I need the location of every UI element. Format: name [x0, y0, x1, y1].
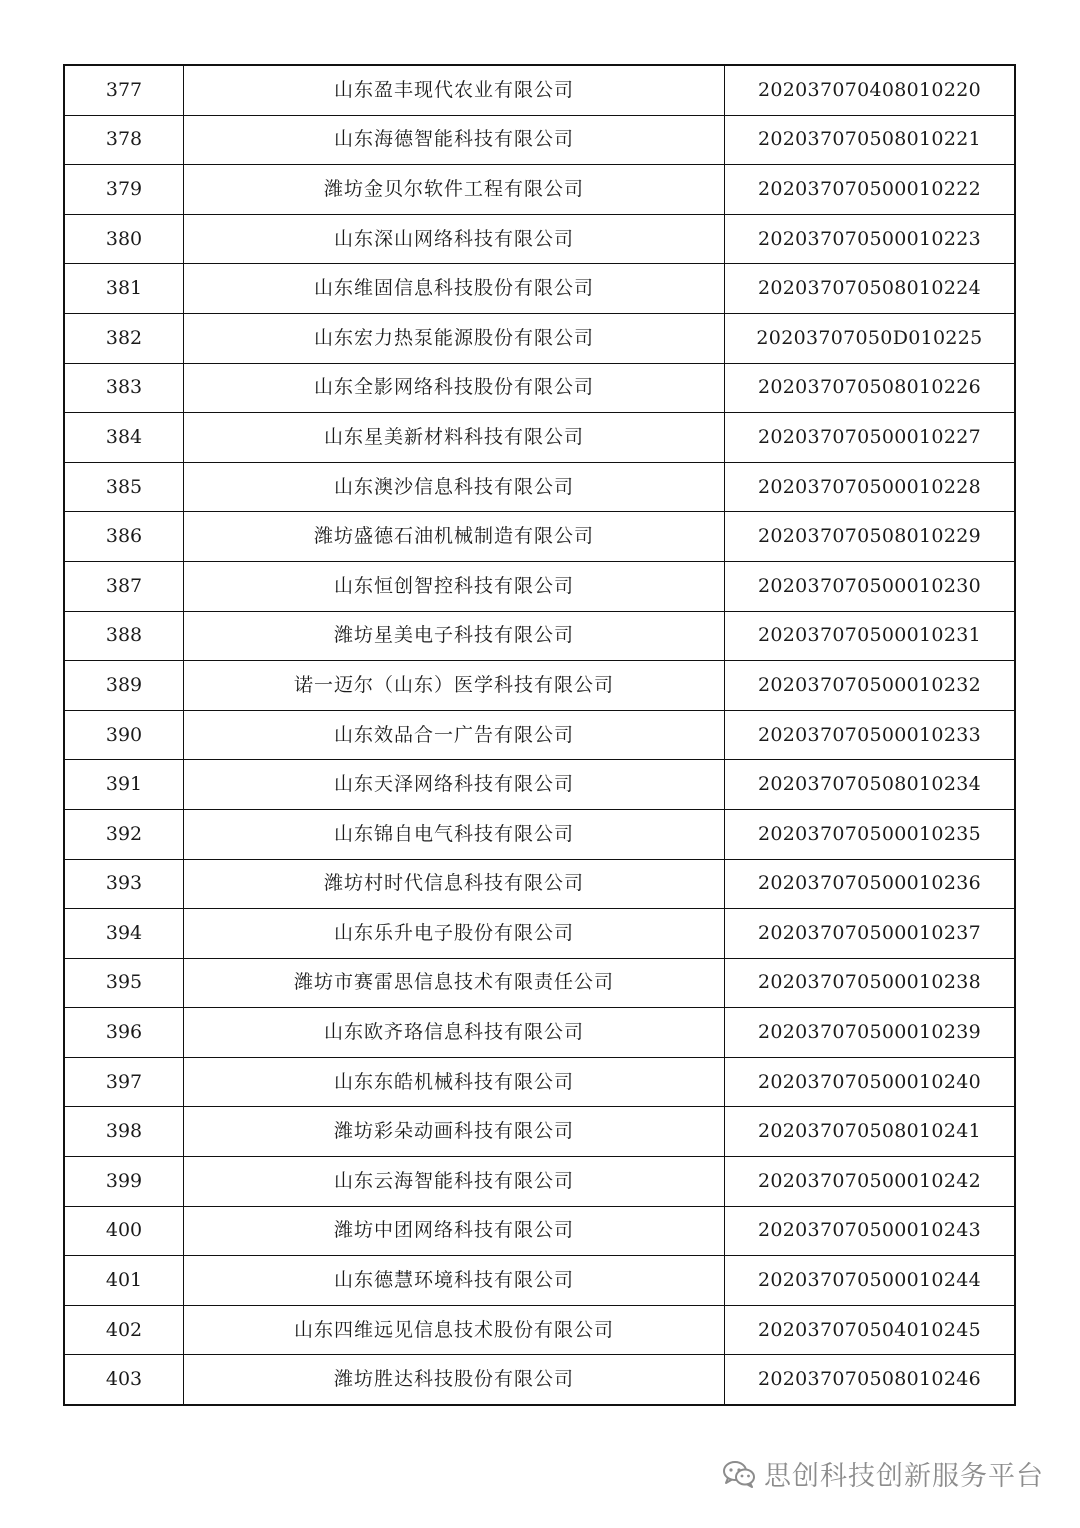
row-number-cell: 383 [64, 363, 184, 413]
company-name-cell: 山东深山网络科技有限公司 [184, 214, 725, 264]
table-row [64, 958, 1015, 1008]
watermark-text: 思创科技创新服务平台 [764, 1461, 1044, 1492]
table-row [64, 214, 1015, 264]
company-name-cell: 潍坊盛德石油机械制造有限公司 [184, 512, 725, 562]
company-name-cell: 山东恒创智控科技有限公司 [184, 561, 725, 611]
row-number-cell: 390 [64, 710, 184, 760]
registration-code-cell: 202037070500010231 [725, 611, 1016, 661]
company-registry-table [63, 64, 1016, 1406]
registration-code-cell: 20203707050D010225 [725, 313, 1016, 363]
table-row [64, 1256, 1015, 1306]
registration-code-cell: 202037070508010229 [725, 512, 1016, 562]
company-name-cell: 山东四维远见信息技术股份有限公司 [184, 1305, 725, 1355]
registration-code-cell: 202037070500010228 [725, 462, 1016, 512]
registration-code-cell: 202037070500010244 [725, 1256, 1016, 1306]
table-row [64, 462, 1015, 512]
company-name-cell: 山东欧齐珞信息科技有限公司 [184, 1008, 725, 1058]
watermark [722, 1454, 1044, 1493]
row-number-cell: 400 [64, 1206, 184, 1256]
registration-code-cell: 202037070500010239 [725, 1008, 1016, 1058]
company-name-cell: 山东云海智能科技有限公司 [184, 1157, 725, 1207]
table-row [64, 65, 1015, 115]
registration-code-cell: 202037070500010232 [725, 661, 1016, 711]
company-name-cell: 山东全影网络科技股份有限公司 [184, 363, 725, 413]
table-row [64, 115, 1015, 165]
wechat-icon [722, 1460, 756, 1488]
registration-code-cell: 202037070508010241 [725, 1107, 1016, 1157]
table-row [64, 710, 1015, 760]
registration-code-cell: 202037070508010234 [725, 760, 1016, 810]
table-row [64, 1057, 1015, 1107]
table-row [64, 760, 1015, 810]
row-number-cell: 388 [64, 611, 184, 661]
table-row [64, 859, 1015, 909]
table-row [64, 1206, 1015, 1256]
company-name-cell: 诺一迈尔（山东）医学科技有限公司 [184, 661, 725, 711]
row-number-cell: 378 [64, 115, 184, 165]
table-row [64, 661, 1015, 711]
company-name-cell: 潍坊村时代信息科技有限公司 [184, 859, 725, 909]
table-row [64, 264, 1015, 314]
row-number-cell: 399 [64, 1157, 184, 1207]
registration-code-cell: 202037070500010223 [725, 214, 1016, 264]
row-number-cell: 386 [64, 512, 184, 562]
company-name-cell: 山东锦自电气科技有限公司 [184, 809, 725, 859]
row-number-cell: 382 [64, 313, 184, 363]
table-row [64, 809, 1015, 859]
company-name-cell: 潍坊金贝尔软件工程有限公司 [184, 165, 725, 215]
row-number-cell: 394 [64, 909, 184, 959]
registration-code-cell: 202037070500010236 [725, 859, 1016, 909]
company-name-cell: 山东德慧环境科技有限公司 [184, 1256, 725, 1306]
company-name-cell: 山东天泽网络科技有限公司 [184, 760, 725, 810]
row-number-cell: 381 [64, 264, 184, 314]
registration-code-cell: 202037070500010235 [725, 809, 1016, 859]
table-row [64, 512, 1015, 562]
table-row [64, 1107, 1015, 1157]
row-number-cell: 389 [64, 661, 184, 711]
registration-code-cell: 202037070508010226 [725, 363, 1016, 413]
table-row [64, 165, 1015, 215]
registration-code-cell: 202037070508010224 [725, 264, 1016, 314]
company-name-cell: 山东星美新材料科技有限公司 [184, 413, 725, 463]
row-number-cell: 387 [64, 561, 184, 611]
table-row [64, 611, 1015, 661]
row-number-cell: 392 [64, 809, 184, 859]
table-row [64, 313, 1015, 363]
table-row [64, 561, 1015, 611]
company-name-cell: 潍坊中团网络科技有限公司 [184, 1206, 725, 1256]
registration-code-cell: 202037070500010240 [725, 1057, 1016, 1107]
registration-code-cell: 202037070500010233 [725, 710, 1016, 760]
table-row [64, 363, 1015, 413]
row-number-cell: 377 [64, 65, 184, 115]
row-number-cell: 397 [64, 1057, 184, 1107]
company-name-cell: 潍坊彩朵动画科技有限公司 [184, 1107, 725, 1157]
row-number-cell: 403 [64, 1355, 184, 1405]
row-number-cell: 396 [64, 1008, 184, 1058]
document-page [63, 64, 1014, 1406]
table-row [64, 1355, 1015, 1405]
row-number-cell: 384 [64, 413, 184, 463]
row-number-cell: 379 [64, 165, 184, 215]
company-name-cell: 潍坊星美电子科技有限公司 [184, 611, 725, 661]
company-name-cell: 山东海德智能科技有限公司 [184, 115, 725, 165]
company-name-cell: 山东盈丰现代农业有限公司 [184, 65, 725, 115]
company-name-cell: 山东乐升电子股份有限公司 [184, 909, 725, 959]
table-row [64, 1305, 1015, 1355]
registration-code-cell: 202037070500010243 [725, 1206, 1016, 1256]
registration-code-cell: 202037070500010230 [725, 561, 1016, 611]
row-number-cell: 385 [64, 462, 184, 512]
registration-code-cell: 202037070500010227 [725, 413, 1016, 463]
registration-code-cell: 202037070508010246 [725, 1355, 1016, 1405]
company-name-cell: 山东宏力热泵能源股份有限公司 [184, 313, 725, 363]
company-name-cell: 山东维固信息科技股份有限公司 [184, 264, 725, 314]
table-row [64, 413, 1015, 463]
row-number-cell: 393 [64, 859, 184, 909]
company-name-cell: 山东东皓机械科技有限公司 [184, 1057, 725, 1107]
company-name-cell: 山东澳沙信息科技有限公司 [184, 462, 725, 512]
registration-code-cell: 202037070500010242 [725, 1157, 1016, 1207]
row-number-cell: 398 [64, 1107, 184, 1157]
registration-code-cell: 202037070508010221 [725, 115, 1016, 165]
table-body [64, 65, 1015, 1405]
registration-code-cell: 202037070408010220 [725, 65, 1016, 115]
table-row [64, 1008, 1015, 1058]
table-row [64, 1157, 1015, 1207]
registration-code-cell: 202037070500010238 [725, 958, 1016, 1008]
company-name-cell: 潍坊市赛雷思信息技术有限责任公司 [184, 958, 725, 1008]
row-number-cell: 380 [64, 214, 184, 264]
row-number-cell: 401 [64, 1256, 184, 1306]
company-name-cell: 潍坊胜达科技股份有限公司 [184, 1355, 725, 1405]
row-number-cell: 402 [64, 1305, 184, 1355]
table-row [64, 909, 1015, 959]
company-name-cell: 山东效品合一广告有限公司 [184, 710, 725, 760]
registration-code-cell: 202037070500010222 [725, 165, 1016, 215]
row-number-cell: 395 [64, 958, 184, 1008]
registration-code-cell: 202037070504010245 [725, 1305, 1016, 1355]
registration-code-cell: 202037070500010237 [725, 909, 1016, 959]
row-number-cell: 391 [64, 760, 184, 810]
